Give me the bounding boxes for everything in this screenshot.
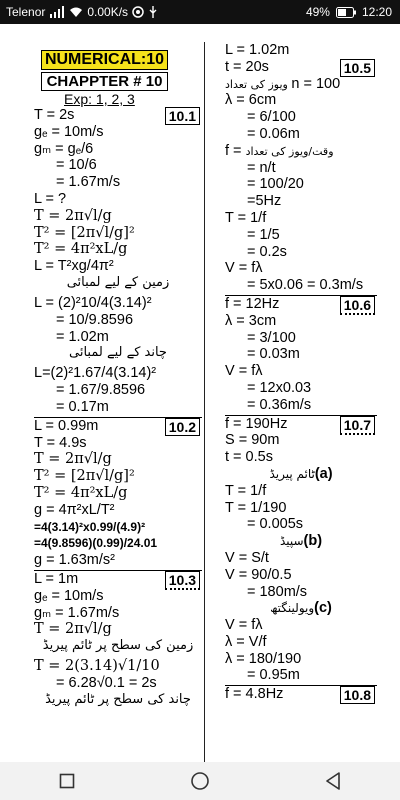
urdu-text: زمین کے لیے لمبائی	[66, 274, 170, 290]
line-text: = 10/6	[56, 157, 97, 174]
solution-line	[225, 483, 377, 500]
urdu-text: چاند کے لیے لمبائی	[69, 345, 167, 361]
line-text: = 12x0.03	[247, 379, 312, 396]
line-text: T = 2π√l/g	[34, 621, 112, 638]
line-text: L = 1.02m	[225, 42, 290, 58]
line-text: = 6.28√0.1 = 2s	[56, 674, 157, 691]
battery-icon	[336, 7, 356, 18]
line-text: T² = [2π√l/g]²	[34, 224, 135, 241]
solution-line	[225, 92, 377, 109]
solution-line	[225, 346, 377, 363]
urdu-heading	[34, 692, 202, 712]
solution-line	[34, 535, 202, 552]
line-text: L = 0.99m	[34, 417, 99, 434]
vpn-icon	[132, 6, 144, 18]
line-text: = 0.03m	[247, 346, 300, 363]
line-text: = 6/100	[247, 109, 296, 126]
exercise-number-box: 10.6	[340, 296, 375, 315]
solution-line	[225, 432, 377, 449]
line-text: T² = [2π√l/g]²	[34, 468, 135, 485]
line-text: =4(9.8596)(0.99)/24.01	[34, 536, 158, 551]
line-text: V = fλ	[225, 260, 263, 277]
home-icon	[190, 771, 210, 791]
solution-line	[34, 399, 202, 416]
line-text: n = 100	[291, 75, 341, 92]
line-text: f =	[225, 142, 246, 159]
line-text: = 1/5	[247, 226, 280, 243]
line-text: T² = 4π²xL/g	[34, 484, 128, 501]
solution-line	[34, 124, 202, 141]
solution-line	[34, 157, 202, 174]
solution-line	[34, 191, 202, 208]
exercise-number-box: 10.5	[340, 59, 375, 77]
line-text: T = 2(3.14)√1/10	[34, 658, 160, 675]
part-label: (c)	[314, 600, 332, 617]
solution-line	[225, 533, 377, 550]
solution-line	[34, 658, 202, 675]
solution-line	[225, 227, 377, 244]
recent-apps-button[interactable]	[47, 766, 87, 796]
line-text: L=(2)²1.67/4(3.14)²	[34, 365, 157, 382]
line-text: gₘ = 1.67m/s	[34, 604, 120, 621]
carrier-name: Telenor	[6, 5, 46, 19]
exercise-number-box: 10.7	[340, 416, 375, 435]
line-text: L = 1m	[34, 570, 79, 587]
solution-line	[225, 176, 377, 193]
wifi-icon	[69, 6, 83, 18]
solution-line	[225, 685, 377, 703]
solution-line	[34, 208, 202, 225]
line-text: T = 4.9s	[34, 434, 87, 451]
battery-percent: 49%	[305, 5, 330, 19]
solution-line	[34, 241, 202, 258]
part-label: (a)	[314, 465, 333, 482]
solution-line	[225, 667, 377, 684]
line-text: gₘ = gₑ/6	[34, 140, 94, 157]
line-text: λ = V/f	[225, 633, 267, 650]
solution-line	[225, 617, 377, 634]
solution-line	[225, 397, 377, 414]
solution-line	[34, 552, 202, 569]
line-text: = 100/20	[247, 176, 304, 193]
solution-line	[34, 258, 202, 275]
solution-line	[225, 449, 377, 466]
line-text: g = 1.63m/s²	[34, 552, 115, 569]
line-text: f = 190Hz	[225, 415, 288, 432]
exercise-number-box: 10.1	[165, 107, 200, 125]
solution-line	[34, 295, 202, 312]
exercise-number-box: 10.3	[165, 571, 200, 590]
solution-line	[34, 174, 202, 191]
line-text: t = 0.5s	[225, 449, 273, 466]
nav-bar	[0, 762, 400, 800]
status-bar	[0, 0, 400, 24]
line-text: T = 1/f	[225, 209, 267, 226]
solution-line	[225, 210, 377, 227]
clock: 12:20	[361, 5, 392, 19]
line-text: = 1.02m	[56, 328, 109, 345]
solution-line	[34, 312, 202, 329]
solution-line	[225, 516, 377, 533]
line-text: λ = 180/190	[225, 650, 302, 667]
chapter-title: CHAPPTER # 10	[41, 72, 168, 91]
solution-line	[225, 76, 377, 93]
line-text: =5Hz	[247, 193, 282, 210]
solution-line	[225, 160, 377, 177]
solution-line	[34, 621, 202, 638]
line-text: V = fλ	[225, 363, 263, 380]
urdu-heading	[34, 275, 202, 295]
solution-line	[225, 59, 377, 76]
back-button[interactable]	[313, 766, 353, 796]
solution-line	[34, 570, 202, 588]
solution-line	[34, 605, 202, 622]
signal-icon	[49, 6, 65, 18]
exercise-number-box: 10.8	[340, 686, 375, 704]
left-solution-lines	[34, 107, 202, 712]
solution-line	[34, 417, 202, 435]
solution-line	[34, 225, 202, 242]
status-right	[306, 5, 392, 19]
solution-line	[34, 141, 202, 158]
line-text: = 0.95m	[247, 667, 300, 684]
home-button[interactable]	[180, 766, 220, 796]
solution-line	[225, 600, 377, 617]
solution-line	[225, 415, 377, 433]
urdu-text: زمین کی سطح پر ٹائم پیریڈ	[42, 638, 194, 654]
line-text: T² = 4π²xL/g	[34, 241, 128, 258]
line-text: = 180m/s	[247, 583, 308, 600]
line-text: f = 4.8Hz	[225, 686, 284, 703]
urdu-heading	[34, 345, 202, 365]
solution-line	[225, 466, 377, 483]
line-text: λ = 6cm	[225, 92, 277, 109]
line-text: = 0.2s	[247, 243, 287, 260]
solution-line	[225, 500, 377, 517]
part-label: (b)	[303, 533, 323, 550]
solution-line	[225, 126, 377, 143]
urdu-label: سپیڈ	[279, 534, 304, 549]
solution-line	[225, 330, 377, 347]
solution-line	[34, 468, 202, 485]
right-column	[225, 42, 377, 703]
line-text: S = 90m	[225, 432, 280, 449]
line-text: gₑ = 10m/s	[34, 587, 104, 604]
line-text: = 10/9.8596	[56, 311, 134, 328]
recents-icon	[59, 773, 75, 789]
solution-line	[225, 363, 377, 380]
line-text: λ = 3cm	[225, 312, 277, 329]
solution-line	[34, 107, 202, 124]
urdu-label: وقت/ویوز کی تعداد	[245, 144, 334, 158]
exp-line: Exp: 1, 2, 3	[64, 91, 135, 107]
urdu-heading	[34, 638, 202, 658]
line-text: = 0.17m	[56, 398, 109, 415]
urdu-label: ٹائم پیریڈ	[269, 466, 315, 481]
solution-line	[225, 313, 377, 330]
solution-line	[225, 244, 377, 261]
left-column	[34, 24, 202, 712]
line-text: = 1.67m/s	[56, 174, 121, 191]
solution-line	[34, 365, 202, 382]
solution-line	[225, 584, 377, 601]
line-text: = 3/100	[247, 329, 296, 346]
solution-line	[34, 451, 202, 468]
solution-line	[34, 675, 202, 692]
solution-line	[225, 260, 377, 277]
solution-line	[225, 109, 377, 126]
solution-line	[34, 382, 202, 399]
line-text: L = T²xg/4π²	[34, 258, 114, 275]
solution-line	[34, 502, 202, 519]
solution-line	[225, 651, 377, 668]
line-text: =4(3.14)²x0.99/(4.9)²	[34, 519, 146, 534]
line-text: = 0.005s	[247, 516, 304, 533]
line-text: V = fλ	[225, 617, 263, 634]
solution-line	[225, 193, 377, 210]
line-text: V = 90/0.5	[225, 566, 292, 583]
line-text: f = 12Hz	[225, 295, 280, 312]
urdu-text: چاند کی سطح پر ٹائم پیریڈ	[45, 691, 191, 707]
line-text: T = 2s	[34, 107, 75, 123]
status-left	[6, 5, 158, 19]
solution-line	[225, 634, 377, 651]
solution-line	[34, 329, 202, 346]
urdu-label: ویولینگتھ	[270, 601, 315, 616]
solution-line	[34, 588, 202, 605]
solution-line	[34, 519, 202, 536]
urdu-label: ویوز کی تعداد	[225, 77, 292, 91]
document-view[interactable]	[0, 24, 400, 762]
solution-line	[225, 380, 377, 397]
line-text: g = 4π²xL/T²	[34, 501, 115, 518]
solution-line	[225, 42, 377, 59]
back-icon	[325, 772, 341, 790]
solution-line	[225, 143, 377, 160]
exercise-number-box: 10.2	[165, 418, 200, 436]
line-text: = 5x0.06 = 0.3m/s	[247, 277, 364, 294]
usb-icon	[148, 6, 158, 18]
line-text: = 1.67/9.8596	[56, 382, 146, 399]
solution-line	[225, 277, 377, 294]
line-text: T = 2π√l/g	[34, 207, 112, 224]
line-text: T = 1/f	[225, 482, 267, 499]
solution-line	[225, 550, 377, 567]
network-speed: 0.00K/s	[87, 5, 129, 19]
line-text: = n/t	[247, 159, 276, 176]
line-text: t = 20s	[225, 58, 269, 75]
solution-line	[225, 567, 377, 584]
numerical-title: NUMERICAL:10	[41, 50, 168, 70]
column-divider	[204, 42, 205, 762]
line-text: T = 2π√l/g	[34, 451, 112, 468]
solution-line	[225, 295, 377, 313]
right-solution-lines	[225, 42, 377, 703]
line-text: L = ?	[34, 190, 67, 207]
solution-line	[34, 435, 202, 452]
line-text: L = (2)²10/4(3.14)²	[34, 294, 152, 311]
line-text: V = S/t	[225, 549, 269, 566]
line-text: = 0.06m	[247, 125, 300, 142]
line-text: gₑ = 10m/s	[34, 123, 104, 140]
line-text: = 0.36m/s	[247, 396, 312, 413]
solution-line	[34, 485, 202, 502]
line-text: T = 1/190	[225, 499, 287, 516]
